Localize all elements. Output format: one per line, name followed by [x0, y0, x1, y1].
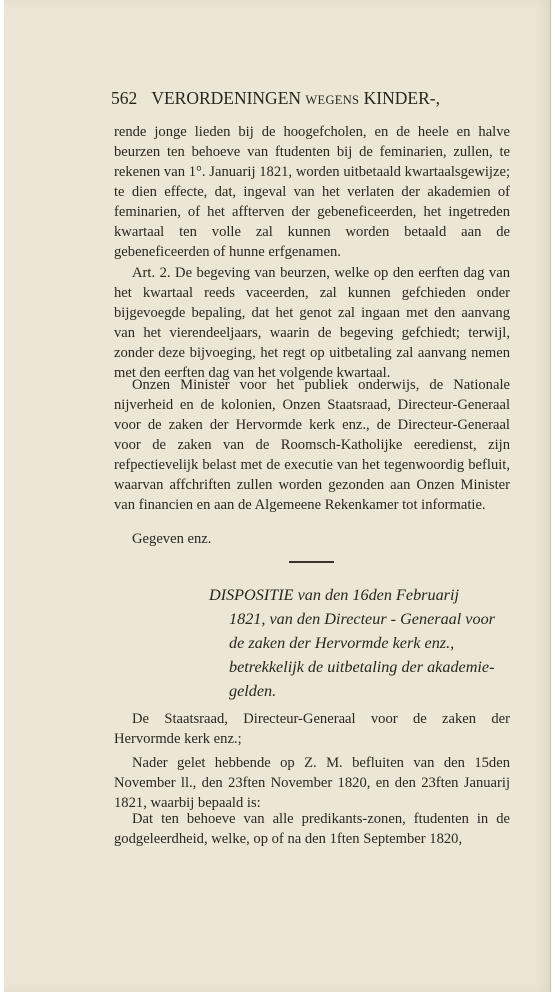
- running-header: [111, 88, 511, 110]
- disposition-first-line: DISPOSITIE van den 16den Februarij: [209, 586, 459, 604]
- disposition-heading: [209, 583, 511, 703]
- header-title-small: WEGENS: [305, 93, 360, 107]
- paragraph-predikants-zonen: [114, 809, 510, 849]
- paragraph-article-2: [114, 263, 510, 383]
- paragraph-ministers: [114, 375, 510, 515]
- section-divider: [289, 561, 334, 563]
- paragraph-text: Art. 2. De begeving van beurzen, welke op den eerften dag van het kwartaal reeds vaceerden, zal kunnen gefchieden onder bijgevoegde bepaling, dat het genot zal ingaan met den aanvang van het vierendeeljaars, waarin de begeving gefchiedt; terwijl, zonder deze bijvoeging, het regt op uitbetaling zal aanvang nemen met den eerften dag van het volgende kwartaal.: [114, 265, 510, 381]
- paragraph-text: Onzen Minister voor het publiek onderwijs, de Nationale nijverheid en de kolonien, Onzen Staatsraad, Directeur-Generaal voor de zaken der Hervormde kerk enz., de Directeur-Generaal voor de zaken van de Roomsch-Katholijke eeredienst, zijn refpectievelijk belast met de executie van het tegenwoordig befluit, waarvan affchriften zullen worden gezonden aan Onzen Minister van financien en aan de Algemeene Rekenkamer tot informatie.: [114, 377, 510, 513]
- paragraph-text: Dat ten behoeve van alle predikants-zonen, ftudenten in de godgeleerdheid, welke, op of na den 1ften September 1820,: [114, 811, 510, 847]
- paragraph-text: Nader gelet hebbende op Z. M. befluiten van den 15den November ll., den 23ften November 1820, en den 23ften Januarij 1821, waarbij bepaald is:: [114, 755, 510, 811]
- paragraph-continuation: [114, 122, 510, 262]
- paragraph-nader-gelet: [114, 753, 510, 813]
- disposition-rest: 1821, van den Directeur - Generaal voor de zaken der Hervormde kerk enz., betrekkelijk de uitbetaling der akademie-gelden.: [229, 610, 495, 700]
- book-page: [4, 0, 551, 992]
- paragraph-text: De Staatsraad, Directeur-Generaal voor de zaken der Hervormde kerk enz.;: [114, 711, 510, 747]
- header-title-main: VERORDENINGEN: [151, 88, 302, 108]
- paragraph-staatsraad: [114, 709, 510, 749]
- page-number: 562: [111, 88, 138, 108]
- paragraph-text: Gegeven enz.: [132, 531, 212, 547]
- paragraph-text: rende jonge lieden bij de hoogefcholen, en de heele en halve beurzen ten behoeve van ftudenten bij de feminarien, zullen, te rekenen van 1°. Januarij 1821, worden uitbetaald kwartaalsgewijze; te dien effecte, dat, ingeval van het verlaten der akademien of feminarien, of het affterven der gebeneficeerden, het ingetreden kwartaal ten volle zal kunnen worden betaald aan de gebeneficeerden of hunne erfgenamen.: [114, 124, 510, 260]
- header-title-end: KINDER-,: [363, 88, 440, 108]
- paragraph-closing: [114, 529, 510, 549]
